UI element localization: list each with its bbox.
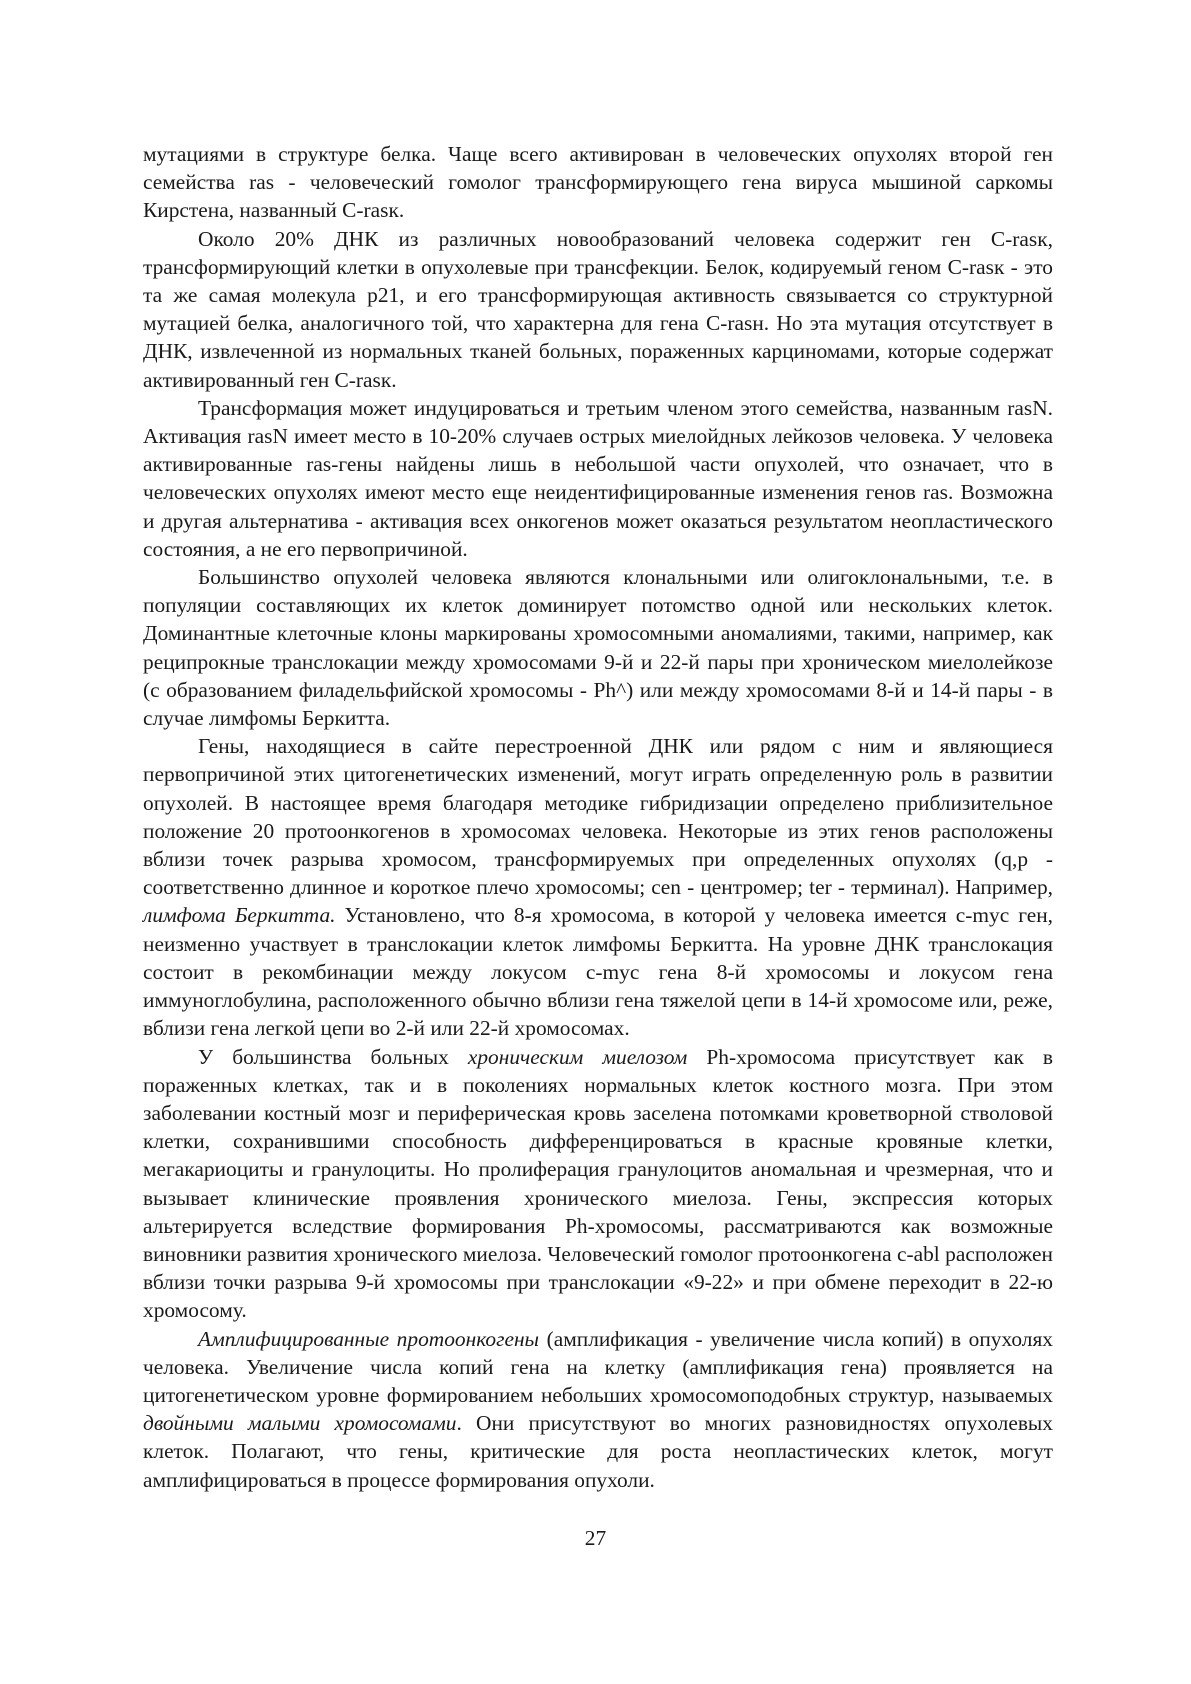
italic-text: лимфома Беркитта. (143, 903, 336, 928)
paragraph (143, 1043, 1053, 1325)
page-body (143, 140, 1053, 1494)
text-run: . Они присутствуют во многих разновидностях опухолевых клеток. Полагают, что гены, критические для роста неопластических клеток, могут амплифицироваться в процессе формирования опухоли. (143, 1411, 1054, 1492)
italic-text: двойными малыми хромосомами (143, 1411, 457, 1436)
text-run: У большинства больных (198, 1044, 468, 1069)
paragraph (143, 225, 1053, 394)
text-run: (амплификация - увеличение числа копий) в опухолях человека. Увеличение числа копий гена на клетку (амплификация гена) проявляется на цитогенетическом уровне формированием небольших хромосомоподобных структур, называемых (143, 1326, 1053, 1407)
paragraph (143, 140, 1053, 225)
text-run: Трансформация может индуцироваться и третьим членом этого семейства, названным rasN. Активация rasN имеет место в 10-20% случаев острых миелойдных лейкозов человека. У человека активированные ras-гены найдены лишь в небольшой части опухолей, что означает, что в человеческих опухолях имеют место еще неидентифицированные изменения генов ras. Возможна и другая альтернатива - активация всех онкогенов может оказаться результатом неопластического состояния, а не его первопричиной. (143, 395, 1053, 561)
text-run: Гены, находящиеся в сайте перестроенной ДНК или рядом с ним и являющиеся первопричиной этих цитогенетических изменений, могут играть определенную роль в развитии опухолей. В настоящее время благодаря методике гибридизации определено приблизительное положение 20 протоонкогенов в хромосомах человека. Некоторые из этих генов расположены вблизи точек разрыва хромосом, трансформируемых при определенных опухолях (q,p - соответственно длинное и короткое плечо хромосомы; cen - центромер; ter - терминал). Например, (143, 734, 1053, 900)
italic-text: Амплифицированные протоонкогены (198, 1326, 540, 1351)
paragraph (143, 732, 1053, 1042)
text-run: Установлено, что 8-я хромосома, в которой у человека имеется c-myc ген, неизменно участвует в транслокации клеток лимфомы Беркитта. На уровне ДНК транслокация состоит в рекомбинации между локусом c-myc гена 8-й хромосомы и локусом гена иммуноглобулина, расположенного обычно вблизи гена тяжелой цепи в 14-й хромосоме или, реже, вблизи гена легкой цепи во 2-й или 22-й хромосомах. (143, 903, 1053, 1041)
paragraph (143, 1325, 1053, 1494)
text-run: Ph-хромосома присутствует как в пораженных клетках, так и в поколениях нормальных клеток костного мозга. При этом заболевании костный мозг и периферическая кровь заселена потомками кроветворной стволовой клетки, сохранившими способность дифференцироваться в красные кровяные клетки, мегакариоциты и гранулоциты. Но пролиферация гранулоцитов аномальная и чрезмерная, что и вызывает клинические проявления хронического миелоза. Гены, экспрессия которых альтерируется вследствие формирования Ph-хромосомы, рассматриваются как возможные виновники развития хронического миелоза. Человеческий гомолог протоонкогена c-abl расположен вблизи точки разрыва 9-й хромосомы при транслокации «9-22» и при обмене переходит в 22-ю хромосому. (143, 1044, 1053, 1323)
text-run: мутациями в структуре белка. Чаще всего активирован в человеческих опухолях второй ген семейства ras - человеческий гомолог трансформирующего гена вируса мышиной саркомы Кирстена, названный C-rasк. (143, 142, 1053, 223)
text-run: Около 20% ДНК из различных новообразований человека содержит ген C-rasк, трансформирующий клетки в опухолевые при трансфекции. Белок, кодируемый геном C-rasк - это та же самая молекула p21, и его трансформирующая активность связывается со структурной мутацией белка, аналогичного той, что характерна для гена C-rasн. Но эта мутация отсутствует в ДНК, извлеченной из нормальных тканей больных, пораженных карциномами, которые содержат активированный ген C-rasк. (143, 226, 1053, 392)
paragraph (143, 563, 1053, 732)
paragraph (143, 394, 1053, 563)
italic-text: хроническим миелозом (467, 1044, 688, 1069)
text-run: Большинство опухолей человека являются клональными или олигоклональными, т.е. в популяции составляющих их клеток доминирует потомство одной или нескольких клеток. Доминантные клеточные клоны маркированы хромосомными аномалиями, такими, например, как реципрокные транслокации между хромосомами 9-й и 22-й пары при хроническом миелолейкозе (с образованием филадельфийской хромосомы - Ph^) или между хромосомами 8-й и 14-й пары - в случае лимфомы Беркитта. (143, 565, 1053, 731)
page-number: 27 (584, 1526, 607, 1550)
